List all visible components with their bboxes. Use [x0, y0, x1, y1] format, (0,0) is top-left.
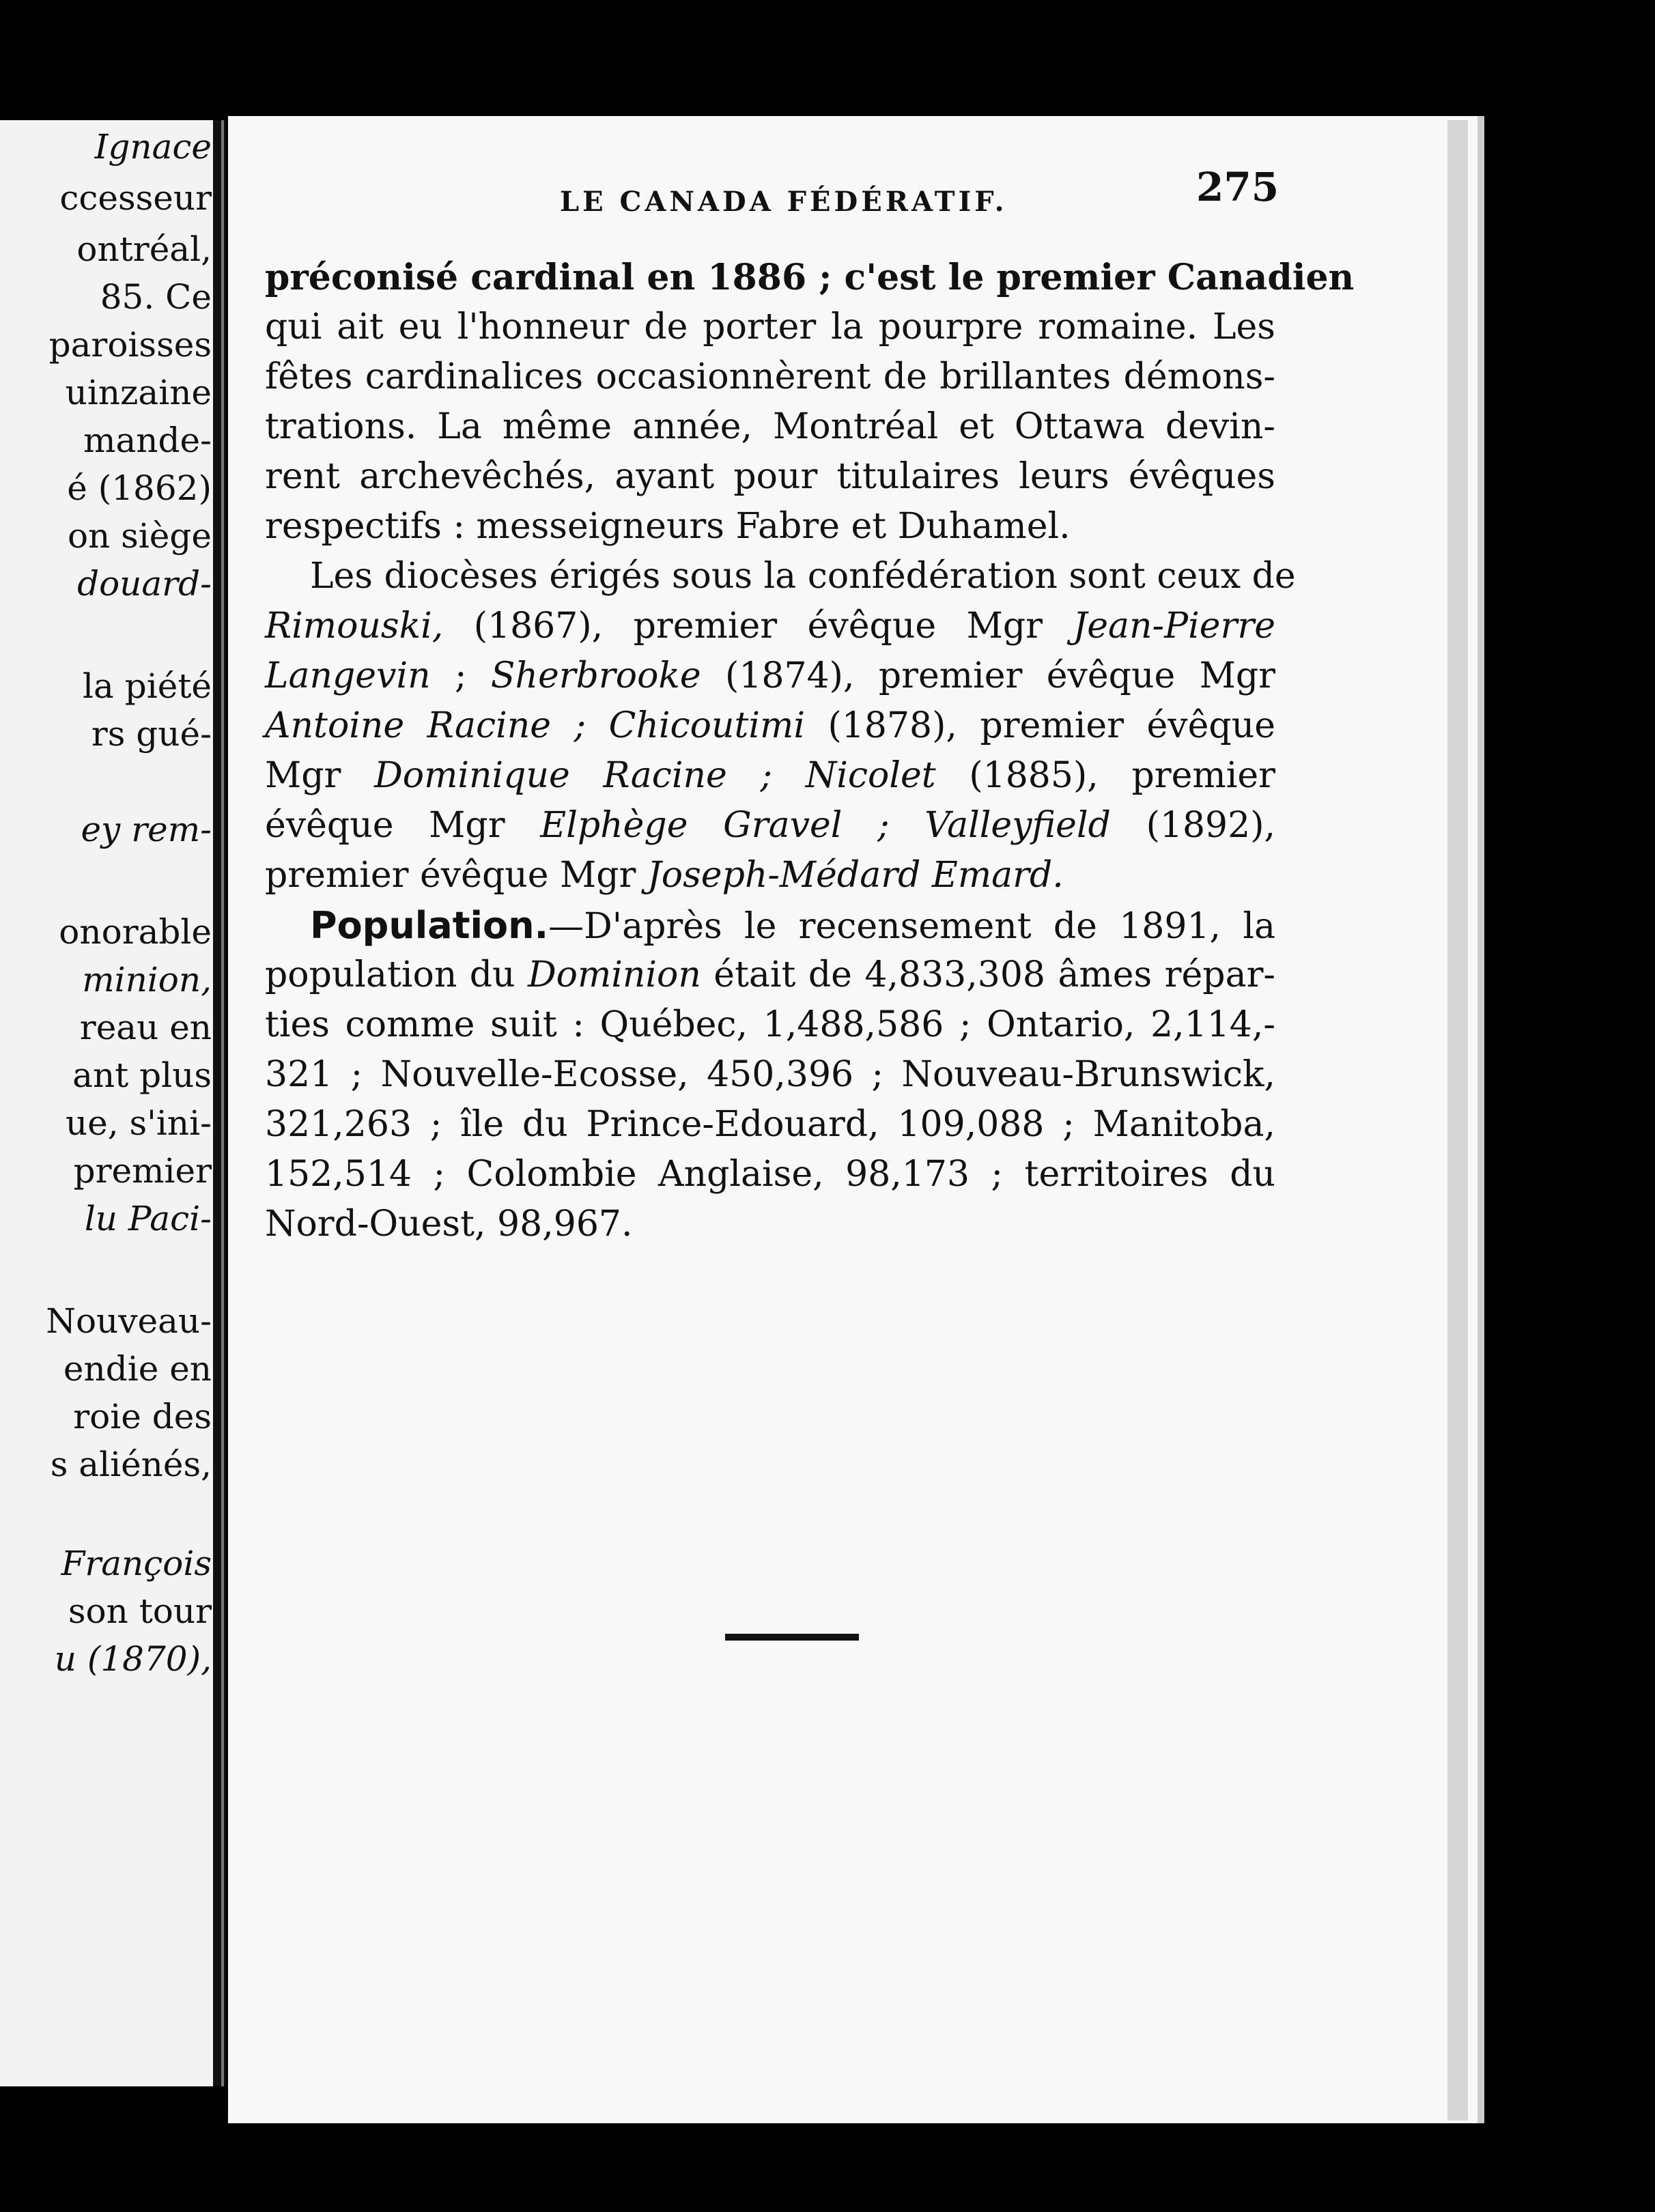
left-page-line: ey rem-: [81, 810, 212, 849]
text-run: fêtes cardinalices occasionnèrent de brillantes démons-: [265, 356, 1275, 397]
left-page-line: ccesseur: [59, 178, 212, 218]
italic-run: Sherbrooke: [490, 655, 701, 696]
italic-run: Joseph-Médard Emard.: [647, 855, 1064, 896]
text-run: était de 4,833,308 âmes répar-: [701, 954, 1275, 995]
text-run: premier évêque Mgr: [265, 855, 647, 896]
left-page-line: la piété: [83, 666, 212, 706]
text-run: Nord-Ouest, 98,967.: [265, 1204, 633, 1245]
left-page-line: mande-: [83, 421, 212, 460]
text-line: [265, 901, 1275, 950]
left-page-line: ant plus: [72, 1055, 212, 1095]
text-run: ties comme suit : Québec, 1,488,586 ; Ontario, 2,114,-: [265, 1004, 1275, 1045]
text-run: 152,514 ; Colombie Anglaise, 98,173 ; territoires du: [265, 1154, 1275, 1195]
left-page-line: endie en: [63, 1349, 212, 1389]
italic-run: Dominion: [527, 954, 701, 995]
text-line: [265, 502, 1275, 552]
left-page-line: u (1870),: [54, 1639, 212, 1679]
text-line: [265, 801, 1275, 851]
text-line: [265, 1050, 1275, 1100]
text-line: [265, 452, 1275, 502]
italic-run: Rimouski,: [265, 606, 444, 647]
left-page-line: rs gué-: [91, 714, 212, 754]
left-page-line: uinzaine: [65, 373, 212, 412]
text-run: 321 ; Nouvelle-Ecosse, 450,396 ; Nouveau-Brunswick,: [265, 1054, 1275, 1095]
left-page-line: ontréal,: [76, 229, 212, 269]
left-page-line: on siège: [67, 516, 212, 556]
text-run: —D'après le recensement de 1891, la: [548, 906, 1275, 947]
text-run: (1885), premier: [935, 755, 1275, 796]
text-run: qui ait eu l'honneur de porter la pourpre romaine. Les: [265, 307, 1275, 348]
text-run: Les diocèses érigés sous la confédération sont ceux de: [310, 556, 1296, 597]
text-line: [265, 851, 1275, 901]
text-line: [265, 352, 1275, 402]
section-rule: [725, 1634, 859, 1641]
text-run: (1878), premier évêque: [804, 705, 1275, 746]
left-page-line: premier: [73, 1151, 212, 1191]
left-page-line: François: [61, 1544, 212, 1583]
text-run: (1892),: [1110, 805, 1276, 846]
spine-line: [221, 120, 224, 2086]
italic-run: Elphège Gravel ; Valleyfield: [540, 805, 1111, 846]
text-line: [265, 1000, 1275, 1050]
text-run: préconisé cardinal en 1886 ; c'est le premier Canadien: [265, 257, 1355, 298]
left-page-line: Ignace: [94, 127, 212, 167]
left-page-line: onorable: [59, 912, 212, 952]
text-line: [265, 302, 1275, 352]
italic-run: Antoine Racine ; Chicoutimi: [265, 705, 805, 746]
text-run: évêque Mgr: [265, 805, 541, 846]
left-page-line: Nouveau-: [46, 1301, 212, 1341]
page-number: 275: [1196, 164, 1279, 210]
left-page-line: paroisses: [48, 325, 212, 365]
left-page-line: é (1862): [67, 468, 212, 508]
left-page-fragment: [0, 120, 217, 2086]
italic-run: Jean-Pierre: [1073, 606, 1275, 647]
text-line: [265, 402, 1275, 452]
running-head: LE CANADA FÉDÉRATIF.: [560, 186, 1008, 218]
text-line: [265, 751, 1275, 801]
italic-run: Dominique Racine ; Nicolet: [374, 755, 936, 796]
text-line: [265, 552, 1296, 601]
text-run: (1867), premier évêque Mgr: [443, 606, 1073, 647]
text-line: [265, 601, 1275, 651]
left-page-line: ue, s'ini-: [65, 1103, 212, 1143]
left-page-line: minion,: [82, 960, 212, 999]
text-line: [265, 1200, 1275, 1249]
left-page-line: s aliénés,: [50, 1445, 212, 1484]
left-page-line: reau en: [79, 1008, 212, 1047]
text-run: trations. La même année, Montréal et Ottawa devin-: [265, 406, 1275, 447]
left-page-line: lu Paci-: [84, 1199, 212, 1238]
italic-run: Langevin: [265, 655, 431, 696]
text-run: rent archevêchés, ayant pour titulaires leurs évêques: [265, 456, 1275, 497]
text-run: (1874), premier évêque Mgr: [701, 655, 1275, 696]
text-line: [265, 701, 1275, 751]
text-run: ;: [430, 655, 491, 696]
text-run: Mgr: [265, 755, 375, 796]
text-line: [265, 950, 1275, 1000]
left-page-line: douard-: [77, 564, 212, 604]
text-line: [265, 1150, 1275, 1200]
left-page-line: 85. Ce: [100, 277, 212, 317]
body-text: [265, 253, 1355, 1249]
text-line: [265, 1100, 1275, 1150]
text-line: [265, 651, 1275, 701]
left-page-line: son tour: [68, 1591, 212, 1631]
page-edge: [1447, 120, 1468, 2121]
text-line: [265, 253, 1355, 302]
text-run: 321,263 ; île du Prince-Edouard, 109,088 ; Manitoba,: [265, 1104, 1275, 1145]
left-page-line: roie des: [73, 1397, 212, 1436]
text-run: population du: [265, 954, 528, 995]
text-run: respectifs : messeigneurs Fabre et Duhamel.: [265, 506, 1071, 547]
section-heading: Population.: [310, 904, 549, 947]
